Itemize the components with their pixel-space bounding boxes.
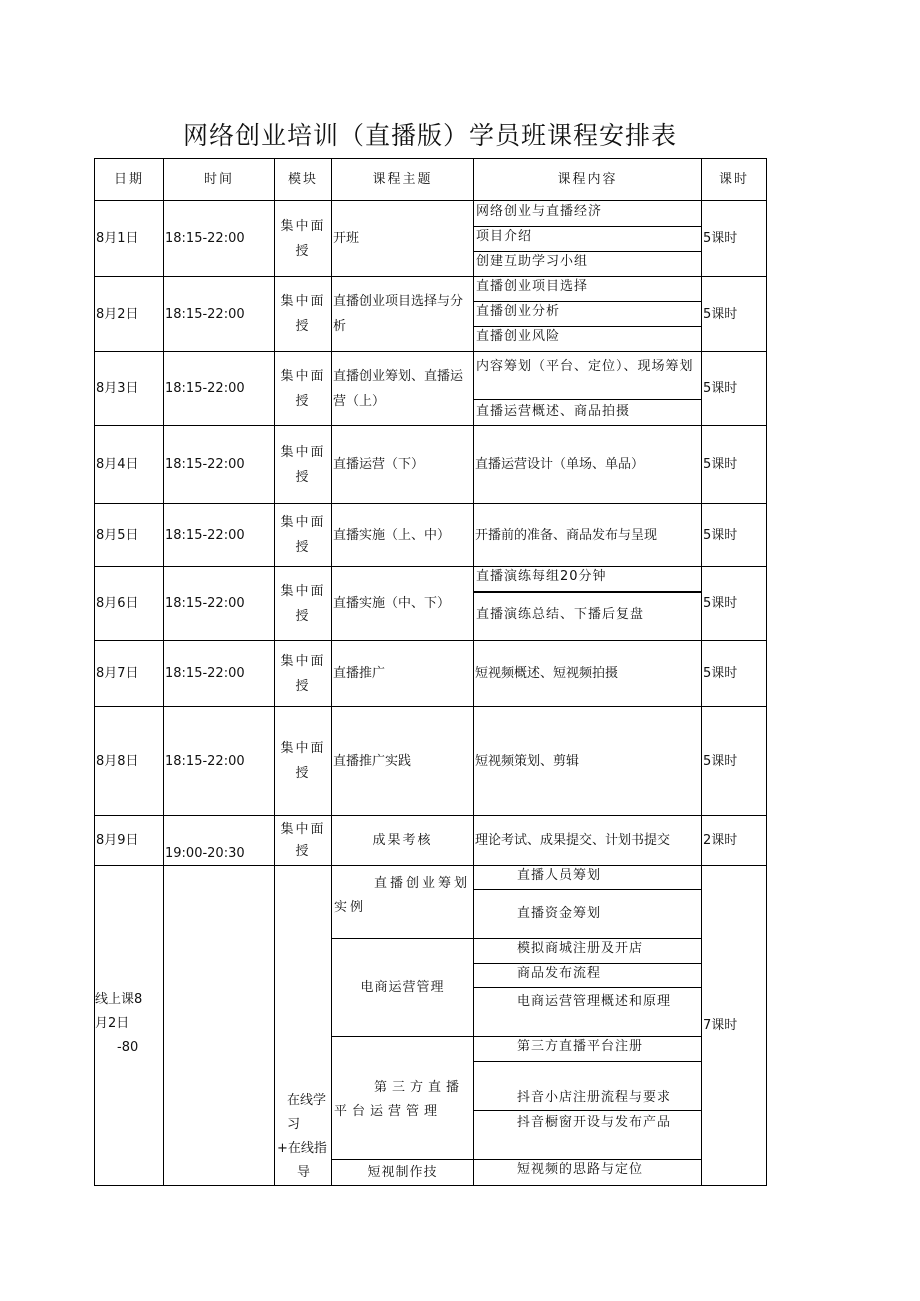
content-item: 创建互助学习小组 [476,254,589,269]
row-content [473,351,702,426]
row-content [473,276,702,352]
content-item: 直播创业分析 [474,302,701,327]
row-module: 集中面授 [274,276,332,352]
online-topic: 电商运营管理 [331,938,474,1037]
row-time: 18:15-22:00 [163,425,275,504]
row-content: 短视频策划、剪辑 [473,706,702,816]
content-item: 直播演练每组20分钟 [474,567,701,592]
online-date-line: -80 [117,1040,139,1055]
row-time: 18:15-22:00 [163,276,275,352]
online-hours: 7课时 [701,865,767,1186]
row-hours: 5课时 [701,706,767,816]
row-module: 集中面授 [274,503,332,567]
row-time: 18:15-22:00 [163,351,275,426]
online-module [274,865,332,1186]
row-content: 直播运营设计（单场、单品） [473,425,702,504]
online-content [473,865,702,1186]
online-module-line: +在线指 [277,1141,327,1156]
row-content: 开播前的准备、商品发布与呈现 [473,503,702,567]
row-date: 8月4日 [94,425,164,504]
online-time [163,865,275,1186]
row-content: 理论考试、成果提交、计划书提交 [473,815,702,866]
row-module: 集中面授 [274,566,332,641]
online-date [94,865,164,1186]
header-module: 模块 [274,158,332,201]
row-time: 18:15-22:00 [163,503,275,567]
row-time: 18:15-22:00 [163,200,275,277]
row-topic: 直播推广 [331,640,474,707]
online-topic: 直播创业筹划实例 [331,865,474,939]
header-hours: 课时 [701,158,767,201]
row-time: 18:15-22:00 [163,706,275,816]
content-item: 项目介绍 [474,227,701,252]
row-module: 集中面授 [274,200,332,277]
row-date: 8月6日 [94,566,164,641]
content-item: 抖音小店注册流程与要求 [474,1062,701,1111]
row-time: 18:15-22:00 [163,640,275,707]
online-topic: 短视制作技 [331,1159,474,1186]
online-module-line: 导 [297,1165,311,1180]
content-item: 直播人员筹划 [474,866,701,890]
row-topic: 直播实施（中、下） [331,566,474,641]
row-time: 19:00-20:30 [163,815,275,866]
row-time: 18:15-22:00 [163,566,275,641]
content-item: 网络创业与直播经济 [474,202,701,227]
online-module-line: 习 [287,1117,301,1132]
row-hours: 5课时 [701,566,767,641]
row-hours: 2课时 [701,815,767,866]
row-date: 8月5日 [94,503,164,567]
row-module: 集中面授 [274,706,332,816]
content-item: 电商运营管理概述和原理 [474,988,701,1037]
content-item: 短视频的思路与定位 [517,1162,644,1177]
online-date-line: 线上课8 [95,992,143,1007]
row-module: 集中面授 [274,815,332,866]
row-date: 8月3日 [94,351,164,426]
content-item: 直播创业项目选择 [474,277,701,302]
row-topic: 开班 [331,200,474,277]
header-date: 日期 [94,158,164,201]
row-topic: 成果考核 [331,815,474,866]
row-hours: 5课时 [701,425,767,504]
row-hours: 5课时 [701,640,767,707]
content-item: 抖音橱窗开设与发布产品 [474,1111,701,1160]
row-date: 8月2日 [94,276,164,352]
row-hours: 5课时 [701,351,767,426]
row-hours: 5课时 [701,276,767,352]
row-date: 8月1日 [94,200,164,277]
page-title: 网络创业培训（直播版）学员班课程安排表 [182,121,677,150]
row-topic: 直播推广实践 [331,706,474,816]
header-content: 课程内容 [473,158,702,201]
row-date: 8月8日 [94,706,164,816]
header-time: 时间 [163,158,275,201]
content-item: 直播运营概述、商品拍摄 [476,404,631,419]
row-hours: 5课时 [701,200,767,277]
content-item: 直播资金筹划 [474,890,701,939]
row-module: 集中面授 [274,351,332,426]
row-hours: 5课时 [701,503,767,567]
row-content [473,200,702,277]
row-topic: 直播创业项目选择与分析 [331,276,474,352]
row-module: 集中面授 [274,640,332,707]
content-item: 第三方直播平台注册 [474,1037,701,1062]
row-content [473,566,702,641]
row-content: 短视频概述、短视频拍摄 [473,640,702,707]
row-topic: 直播创业筹划、直播运营（上） [331,351,474,426]
header-topic: 课程主题 [331,158,474,201]
content-item: 商品发布流程 [474,964,701,988]
row-date: 8月9日 [94,815,164,866]
content-item: 直播演练总结、下播后复盘 [476,607,645,622]
online-module-line: 在线学 [287,1093,327,1108]
online-date-line: 月2日 [95,1016,130,1031]
row-topic: 直播运营（下） [331,425,474,504]
content-item: 模拟商城注册及开店 [474,939,701,964]
content-item: 内容筹划（平台、定位）、现场筹划 [474,356,701,400]
content-item: 直播创业风险 [476,329,561,344]
row-module: 集中面授 [274,425,332,504]
online-topic: 第三方直播平台运营管理 [331,1036,474,1160]
row-date: 8月7日 [94,640,164,707]
row-topic: 直播实施（上、中） [331,503,474,567]
